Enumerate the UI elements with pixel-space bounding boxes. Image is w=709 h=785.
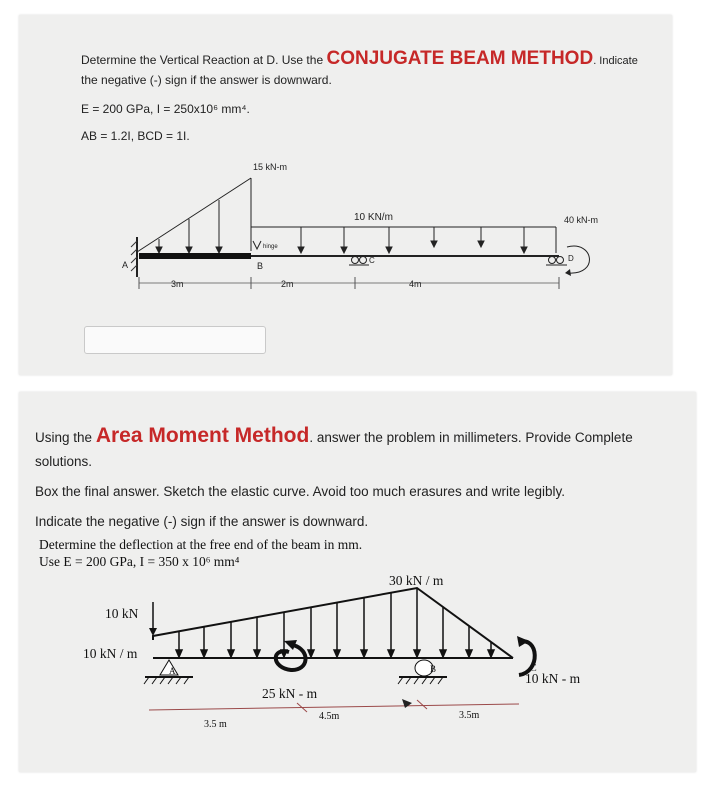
method-highlight: CONJUGATE BEAM METHOD	[326, 48, 594, 69]
roller-d-2	[557, 257, 564, 264]
method2-highlight: Area Moment Method	[95, 424, 310, 447]
moment-10-head	[517, 636, 529, 647]
label-span-2-2: 4.5m	[319, 711, 340, 722]
label-peak-load: 15 kN-m	[253, 162, 288, 172]
problem-card-area-moment	[19, 392, 696, 772]
moment-arrowhead-d	[565, 269, 571, 276]
label-span-3: 4m	[409, 279, 422, 289]
label-a-2: A	[169, 666, 176, 676]
question2-line-3: Box the final answer. Sketch the elastic curve. Avoid too much erasures and write legibly.	[35, 484, 566, 499]
label-b-2: B	[430, 664, 437, 674]
question2-line-2: solutions.	[35, 454, 93, 469]
beam-diagram-2	[19, 392, 696, 772]
hatch-a	[144, 677, 189, 684]
question2-line-6: Use E = 200 GPa, I = 350 x 10⁶ mm⁴	[39, 554, 240, 569]
question2-line-5: Determine the deflection at the free end of the beam in mm.	[39, 537, 363, 552]
roller-c	[352, 257, 359, 264]
beam-diagram-1	[19, 15, 672, 315]
roller-d	[549, 257, 556, 264]
question2-line-4: Indicate the negative (-) sign if the answer is downward.	[35, 514, 369, 529]
problem-card-conjugate	[19, 15, 672, 375]
label-moment: 40 kN-m	[564, 215, 599, 225]
label-span-2: 2m	[281, 279, 294, 289]
label-span-1: 3m	[171, 279, 184, 289]
dim-tick-2b	[417, 700, 427, 709]
label-d: D	[568, 254, 574, 263]
givens-line: E = 200 GPa, I = 250x10⁶ mm⁴.	[81, 102, 250, 116]
label-b: B	[257, 261, 264, 271]
label-span-2-1: 3.5 m	[204, 719, 227, 730]
roller-c-2	[360, 257, 367, 264]
label-c-2: C	[530, 663, 537, 674]
question2-text: Using the	[35, 430, 93, 445]
label-moment-25: 25 kN - m	[262, 686, 318, 701]
label-udl: 10 KN/m	[354, 212, 393, 223]
load-outline	[153, 588, 513, 658]
cursor-icon	[402, 699, 412, 708]
question2-text-tail: . answer the problem in millimeters. Provide Complete	[309, 430, 633, 445]
hatch-b	[398, 677, 443, 684]
label-a: A	[122, 260, 129, 270]
label-c: C	[369, 256, 375, 265]
beam-segment-ab	[139, 253, 251, 259]
label-point-load: 10 kN	[105, 606, 139, 621]
question-line-2: the negative (-) sign if the answer is downward.	[81, 73, 332, 87]
hinge-marker	[253, 241, 261, 249]
answer-input[interactable]	[84, 326, 266, 354]
question-text: Determine the Vertical Reaction at D. Use the	[81, 53, 324, 67]
stiffness-ratio-line: AB = 1.2I, BCD = 1I.	[81, 129, 190, 143]
label-moment-10: 10 kN - m	[525, 671, 581, 686]
triangular-load-line	[137, 178, 251, 252]
label-peak-load-2: 30 kN / m	[389, 573, 444, 588]
label-start-load: 10 kN / m	[83, 646, 138, 661]
label-hinge: hinge	[263, 244, 278, 250]
question-text-tail: . Indicate	[593, 55, 638, 67]
label-span-2-3: 3.5m	[459, 710, 480, 721]
